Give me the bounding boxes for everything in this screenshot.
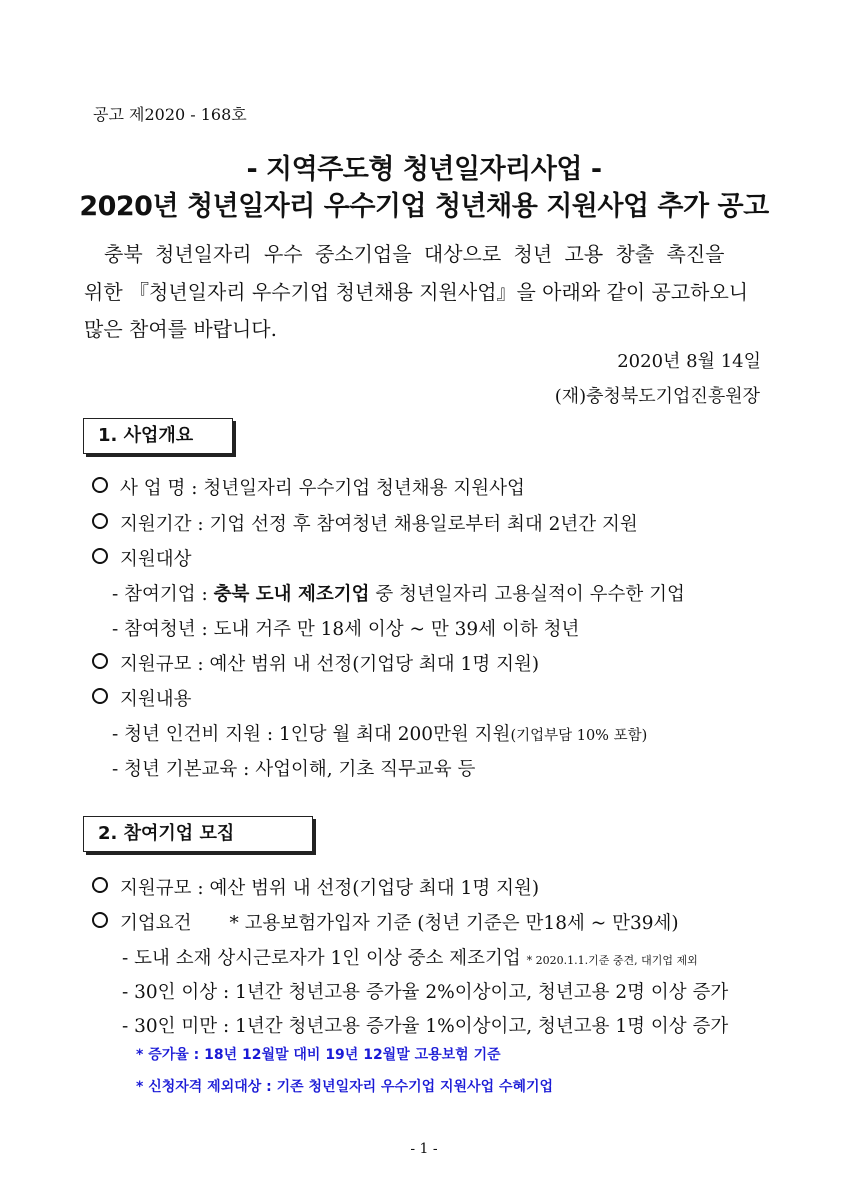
intro-line-1: 충북 청년일자리 우수 중소기업을 대상으로 청년 고용 창출 촉진을 — [104, 242, 725, 266]
target-youth-item: - 참여청년 : 도내 거주 만 18세 이상 ~ 만 39세 이하 청년 — [112, 619, 580, 640]
recruit-scale-item — [92, 874, 539, 900]
requirement-3-item: - 30인 미만 : 1년간 청년고용 증가율 1%이상이고, 청년고용 1명 이상 증가 — [122, 1016, 729, 1037]
requirement-1-text: - 도내 소재 상시근로자가 1인 이상 중소 제조기업 — [122, 948, 521, 969]
announcement-number: 공고 제2020 - 168호 — [93, 105, 247, 124]
circle-bullet-icon — [92, 912, 108, 928]
support-content-item — [92, 685, 191, 711]
intro-line-2: 위한 『청년일자리 우수기업 청년채용 지원사업』을 아래와 같이 공고하오니 — [84, 280, 749, 304]
company-requirements-label: 기업요건 — [120, 913, 192, 934]
target-company-suffix: 중 청년일자리 고용실적이 우수한 기업 — [369, 584, 685, 605]
announcement-date: 2020년 8월 14일 — [617, 351, 761, 372]
section-2-heading: 2. 참여기업 모집 — [83, 816, 313, 852]
project-name-text: 사 업 명 : 청년일자리 우수기업 청년채용 지원사업 — [120, 478, 525, 499]
wage-support-item — [112, 720, 647, 746]
circle-bullet-icon — [92, 548, 108, 564]
target-company-bold: 충북 도내 제조기업 — [213, 584, 370, 605]
title-line-1: - 지역주도형 청년일자리사업 - — [246, 154, 602, 185]
section-1-heading: 1. 사업개요 — [83, 418, 233, 454]
target-company-prefix: - 참여기업 : — [112, 584, 214, 605]
page-number: - 1 - — [410, 1141, 438, 1157]
increase-rate-note: * 증가율 : 18년 12월말 대비 19년 12월말 고용보험 기준 — [136, 1047, 501, 1063]
support-target-item — [92, 545, 191, 571]
requirement-2-item: - 30인 이상 : 1년간 청년고용 증가율 2%이상이고, 청년고용 2명 이상 증가 — [122, 982, 729, 1003]
wage-support-text: - 청년 인건비 지원 : 1인당 월 최대 200만원 지원 — [112, 724, 511, 745]
recruit-scale-text: 지원규모 : 예산 범위 내 선정(기업당 최대 1명 지원) — [120, 878, 540, 899]
support-target-label: 지원대상 — [120, 549, 192, 570]
intro-line-3: 많은 참여를 바랍니다. — [84, 317, 277, 341]
requirement-1-item — [122, 944, 698, 970]
support-scale-item — [92, 650, 539, 676]
issuing-organization: (재)충청북도기업진흥원장 — [554, 386, 760, 407]
target-company-item — [112, 580, 685, 606]
support-period-text: 지원기간 : 기업 선정 후 참여청년 채용일로부터 최대 2년간 지원 — [120, 514, 638, 535]
circle-bullet-icon — [92, 653, 108, 669]
wage-support-note: (기업부담 10% 포함) — [510, 728, 648, 744]
support-content-label: 지원내용 — [120, 689, 192, 710]
circle-bullet-icon — [92, 513, 108, 529]
project-name-item — [92, 474, 525, 500]
title-line-2: 2020년 청년일자리 우수기업 청년채용 지원사업 추가 공고 — [79, 191, 769, 222]
basic-education-item: - 청년 기본교육 : 사업이해, 기초 직무교육 등 — [112, 759, 476, 780]
requirement-1-note: * 2020.1.1.기준 중견, 대기업 제외 — [526, 954, 698, 967]
company-requirements-item — [92, 909, 679, 935]
circle-bullet-icon — [92, 877, 108, 893]
circle-bullet-icon — [92, 477, 108, 493]
support-period-item — [92, 510, 638, 536]
circle-bullet-icon — [92, 688, 108, 704]
support-scale-text: 지원규모 : 예산 범위 내 선정(기업당 최대 1명 지원) — [120, 654, 540, 675]
company-requirements-note: * 고용보험가입자 기준 (청년 기준은 만18세 ~ 만39세) — [229, 913, 679, 934]
exclusion-note: * 신청자격 제외대상 : 기존 청년일자리 우수기업 지원사업 수혜기업 — [136, 1079, 554, 1095]
